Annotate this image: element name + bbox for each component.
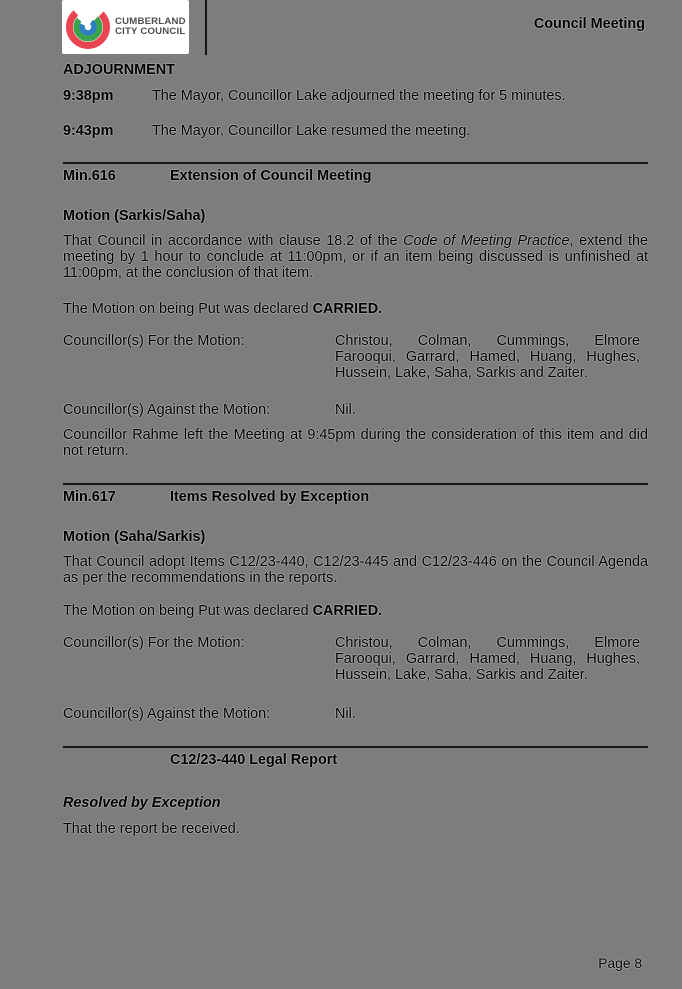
entry-time: 9:43pm	[63, 123, 114, 139]
councillors-for-row	[63, 635, 648, 683]
motion-text-part: , extend the meeting by 1 hour to conclude at 11:00pm, or if an item being discussed is unfinished at 11:00pm, at the conclusion of that item.	[63, 233, 648, 281]
motion-result	[63, 301, 648, 317]
entry-text: The Mayor, Councillor Lake resumed the meeting.	[152, 123, 471, 139]
motion-heading: Motion (Saha/Sarkis)	[63, 529, 206, 545]
council-logo-text	[115, 17, 186, 38]
entry-time: 9:38pm	[63, 88, 114, 104]
logo-line-1: CUMBERLAND	[115, 15, 186, 27]
motion-text: That Council adopt Items C12/23-440, C12/23-445 and C12/23-446 on the Council Agenda as per the recommendations in the reports.	[63, 554, 648, 586]
council-logo	[62, 0, 189, 54]
minute-title: Extension of Council Meeting	[170, 168, 372, 184]
councillors-for-label: Councillor(s) For the Motion:	[63, 635, 245, 651]
section-divider	[63, 162, 648, 164]
resolved-text: That the report be received.	[63, 821, 240, 837]
councillors-for-names: Christou, Colman, Cummings, Elmore Farooqui, Garrard, Hamed, Huang, Hughes, Hussein, Lake, Saha, Sarkis and Zaiter.	[335, 635, 640, 683]
adjournment-entry	[63, 88, 648, 104]
adjournment-heading: ADJOURNMENT	[63, 62, 175, 78]
councillors-against-names: Nil.	[335, 402, 356, 418]
motion-heading: Motion (Sarkis/Saha)	[63, 208, 206, 224]
councillors-against-label: Councillor(s) Against the Motion:	[63, 402, 271, 418]
entry-text: The Mayor, Councillor Lake adjourned the meeting for 5 minutes.	[152, 88, 566, 104]
section-divider	[63, 746, 648, 748]
councillors-against-row	[63, 706, 648, 722]
motion-text-italic: Code of Meeting Practice	[403, 233, 570, 249]
motion-text	[63, 233, 648, 281]
minute-number: Min.616	[63, 168, 116, 184]
section-divider	[63, 483, 648, 485]
adjournment-entry	[63, 123, 648, 139]
motion-result-prefix: The Motion on being Put was declared	[63, 301, 313, 317]
motion-text-part: That Council in accordance with clause 18.2 of the	[63, 233, 404, 249]
resolved-by-exception-heading: Resolved by Exception	[63, 795, 221, 811]
document-body	[63, 62, 648, 837]
minute-heading-row	[63, 168, 648, 184]
councillor-note: Councillor Rahme left the Meeting at 9:45pm during the consideration of this item and did not return.	[63, 427, 648, 459]
motion-result-prefix: The Motion on being Put was declared	[63, 603, 313, 619]
councillors-against-label: Councillor(s) Against the Motion:	[63, 706, 271, 722]
motion-result	[63, 603, 648, 619]
councillors-against-row	[63, 402, 648, 418]
minute-heading-row	[63, 489, 648, 505]
page-number: Page 8	[598, 956, 642, 971]
header-divider	[205, 0, 207, 55]
document-title: Council Meeting	[533, 16, 645, 32]
exception-item-heading: C12/23-440 Legal Report	[170, 752, 338, 768]
minute-number: Min.617	[63, 489, 116, 505]
council-logo-icon	[65, 4, 111, 50]
councillors-for-row	[63, 333, 648, 381]
councillors-against-names: Nil.	[335, 706, 356, 722]
councillors-for-names: Christou, Colman, Cummings, Elmore Farooqui, Garrard, Hamed, Huang, Hughes, Hussein, Lake, Saha, Sarkis and Zaiter.	[335, 333, 640, 381]
motion-result-word: CARRIED.	[312, 301, 383, 317]
logo-line-2: CITY COUNCIL	[115, 26, 186, 37]
councillors-for-label: Councillor(s) For the Motion:	[63, 333, 245, 349]
minute-title: Items Resolved by Exception	[170, 489, 370, 505]
motion-result-word: CARRIED.	[312, 603, 383, 619]
